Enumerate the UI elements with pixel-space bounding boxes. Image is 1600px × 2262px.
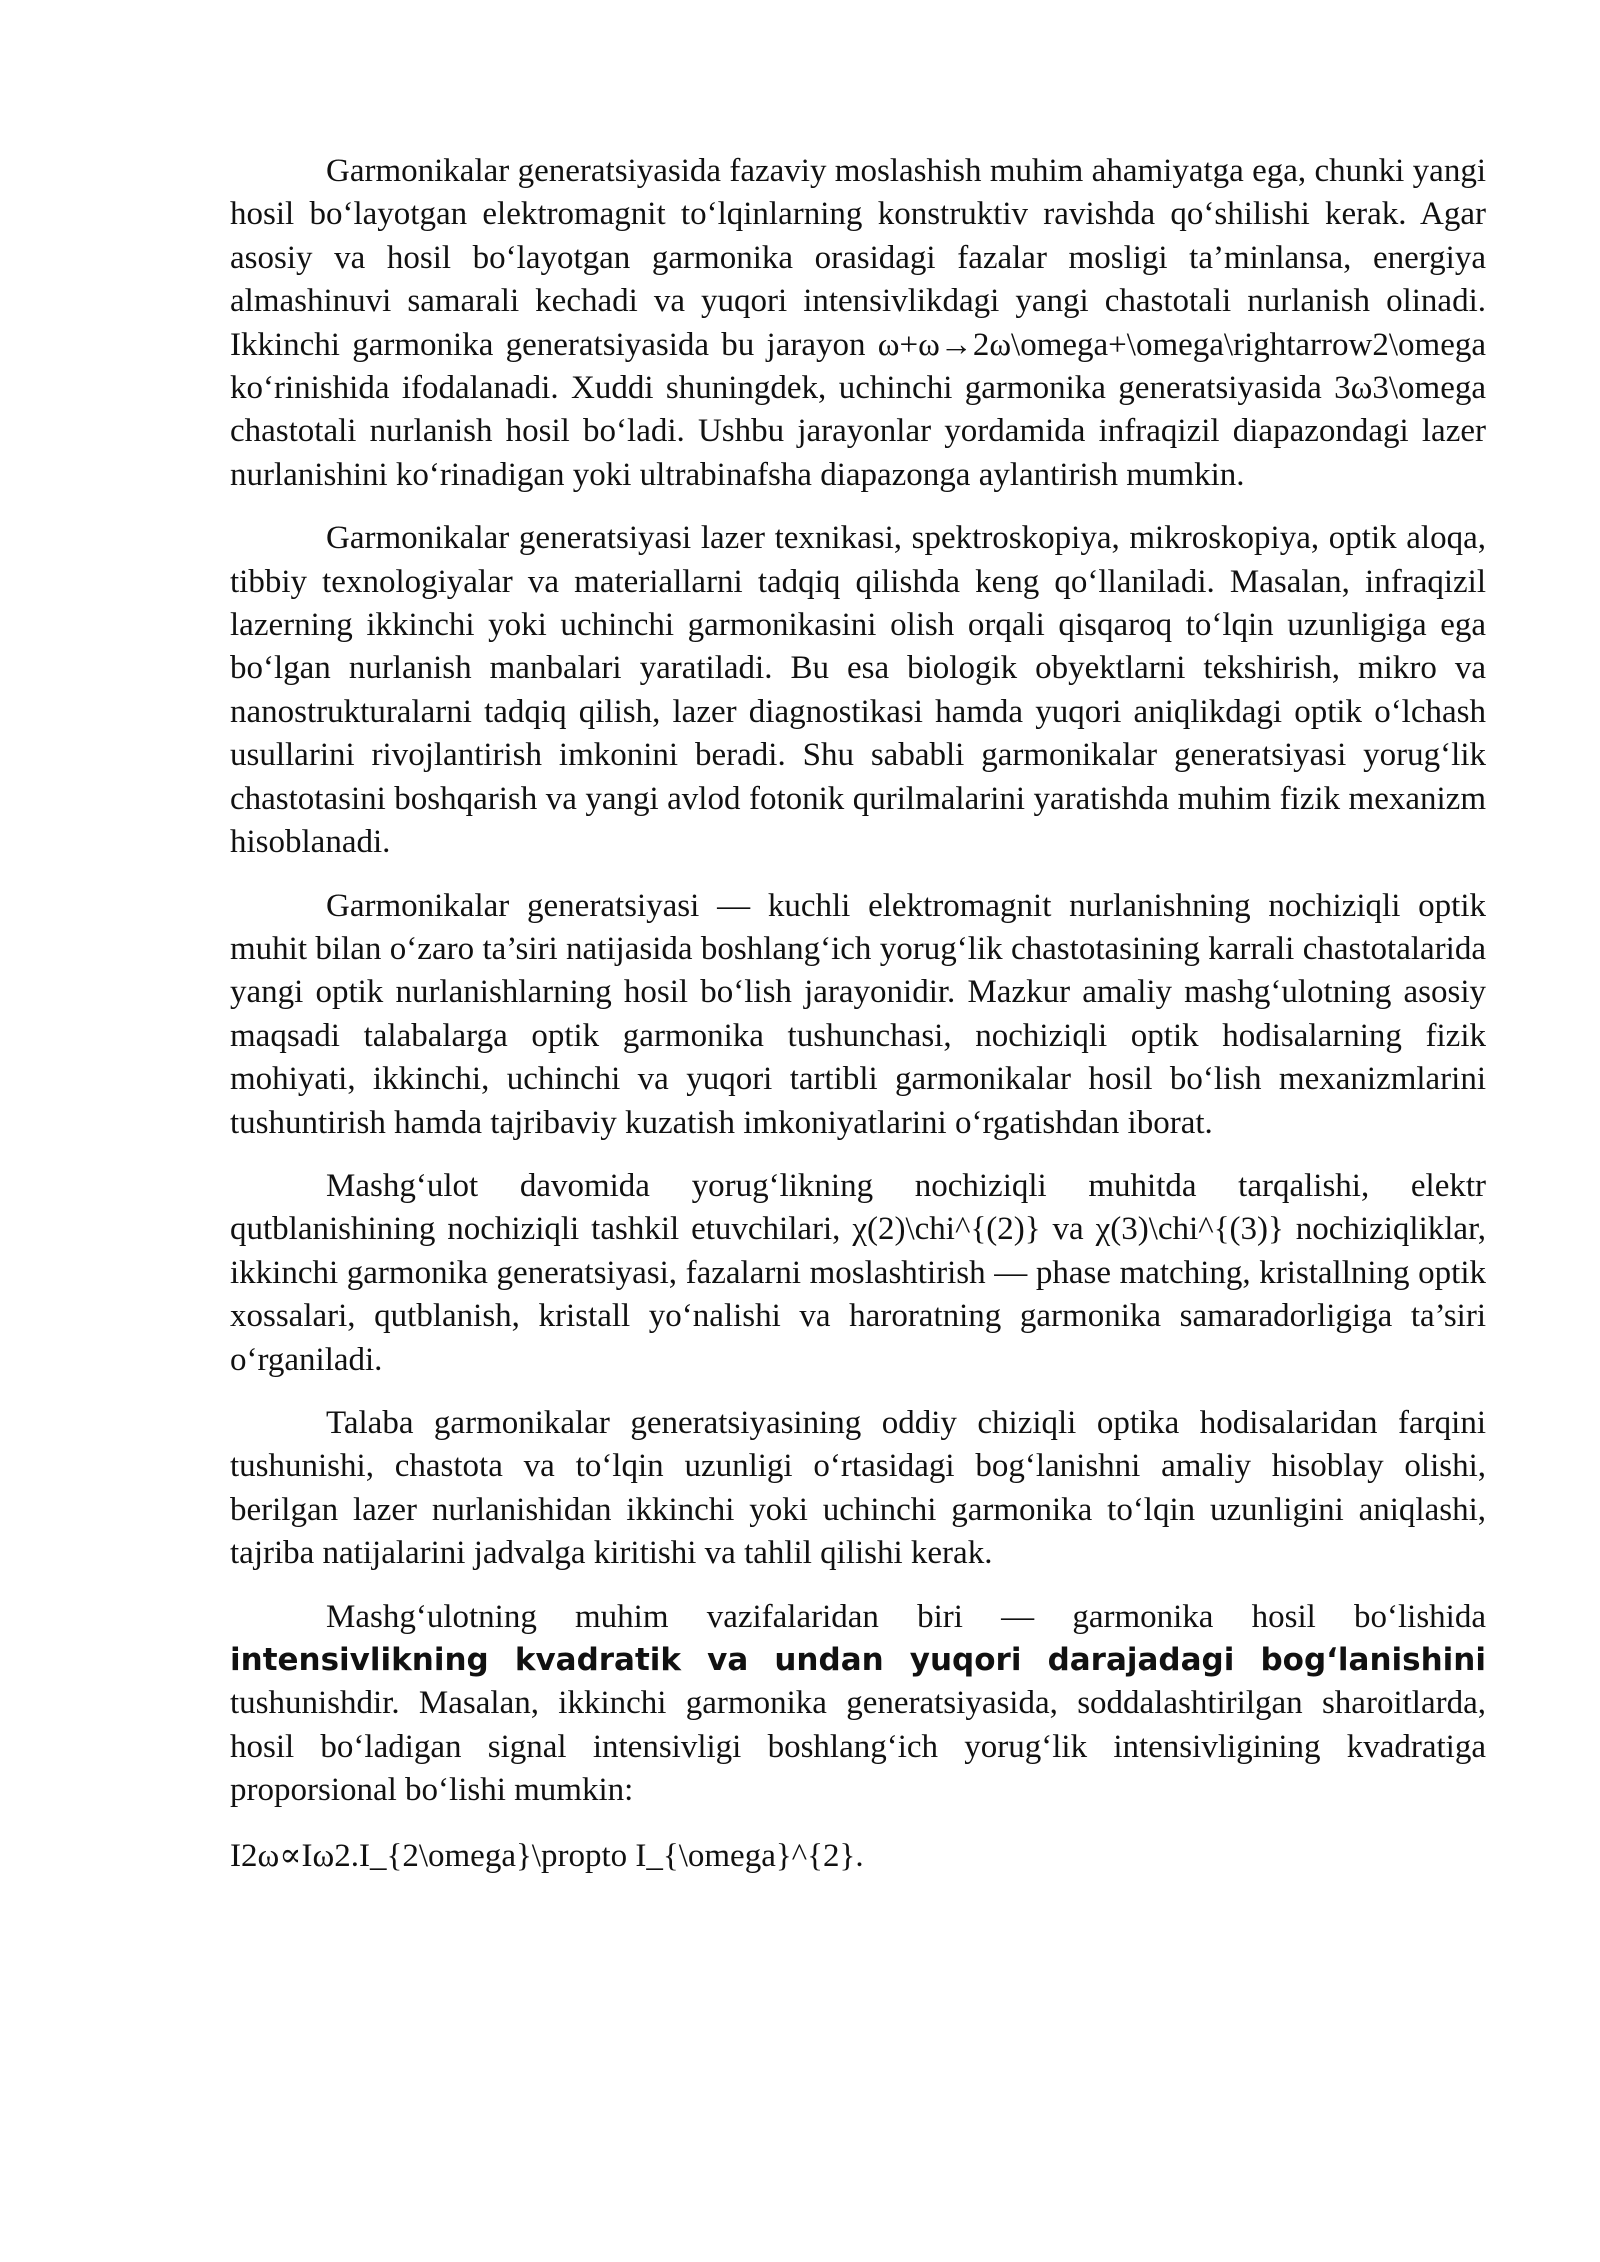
intensity-formula: I2ω∝Iω2.I_{2\omega}\propto I_{\omega}^{2}.: [230, 1837, 864, 1874]
paragraph-phase-matching: Garmonikalar generatsiyasida fazaviy moslashish muhim ahamiyatga ega, chunki yangi hosil bo‘layotgan elektromagnit to‘lqinlarning konstruktiv ravishda qo‘shilishi kerak. Agar asosiy va hosil bo‘layotgan garmonika orasidagi fazalar mosligi ta’minlansa, energiya almashinuvi samarali kechadi va yuqori intensivlikdagi yangi chastotali nurlanish olinadi. Ikkinchi garmonika generatsiyasida bu jarayon ω+ω→2ω\omega+\omega\rightarrow2\omega ko‘rinishida ifodalanadi. Xuddi shuningdek, uchinchi garmonika generatsiyasida 3ω3\omega chastotali nurlanish hosil bo‘ladi. Ushbu jarayonlar yordamida infraqizil diapazondagi lazer nurlanishini ko‘rinadigan yoki ultrabinafsha diapazonga aylantirish mumkin.: [230, 153, 1486, 493]
bold-emphasis-text: intensivlikning kvadratik va undan yuqori darajadagi bog‘lanishini: [230, 1642, 1486, 1678]
paragraph-topics: Mashg‘ulot davomida yorug‘likning nochiziqli muhitda tarqalishi, elektr qutblanishining nochiziqli tashkil etuvchilari, χ(2)\chi^{(2)} va χ(3)\chi^{(3)} nochiziqliklar, ikkinchi garmonika generatsiyasi, fazalarni moslashtirish — phase matching, kristallning optik xossalari, qutblanish, kristall yo‘nalishi va haroratning garmonika samaradorligiga ta’siri o‘rganiladi.: [230, 1167, 1486, 1378]
document-page: [230, 150, 1486, 1878]
paragraph-intro-text: Mashg‘ulotning muhim vazifalaridan biri — garmonika hosil bo‘lishida: [326, 1598, 1486, 1635]
paragraph-definition: Garmonikalar generatsiyasi — kuchli elektromagnit nurlanishning nochiziqli optik muhit bilan o‘zaro ta’siri natijasida boshlang‘ich yorug‘lik chastotasining karrali chastotalarida yangi optik nurlanishlarning hosil bo‘lish jarayonidir. Mazkur amaliy mashg‘ulotning asosiy maqsadi talabalarga optik garmonika tushunchasi, nochiziqli optik hodisalarning fizik mohiyati, ikkinchi, uchinchi va yuqori tartibli garmonikalar hosil bo‘lish mexanizmlarini tushuntirish hamda tajribaviy kuzatish imkoniyatlarini o‘rgatishdan iborat.: [230, 887, 1486, 1141]
paragraph-intensity-dependence: [230, 1596, 1486, 1813]
paragraph-applications: Garmonikalar generatsiyasi lazer texnikasi, spektroskopiya, mikroskopiya, optik aloqa, tibbiy texnologiyalar va materiallarni tadqiq qilishda keng qo‘llaniladi. Masalan, infraqizil lazerning ikkinchi yoki uchinchi garmonikasini olish orqali qisqaroq to‘lqin uzunligiga ega bo‘lgan nurlanish manbalari yaratiladi. Bu esa biologik obyektlarni tekshirish, mikro va nanostrukturalarni tadqiq qilish, lazer diagnostikasi hamda yuqori aniqlikdagi optik o‘lchash usullarini rivojlantirish imkonini beradi. Shu sababli garmonikalar generatsiyasi yorug‘lik chastotasini boshqarish va yangi avlod fotonik qurilmalarini yaratishda muhim fizik mexanizm hisoblanadi.: [230, 520, 1486, 861]
paragraph-student-goals: Talaba garmonikalar generatsiyasining oddiy chiziqli optika hodisalaridan farqini tushunishi, chastota va to‘lqin uzunligi o‘rtasidagi bog‘lanishni amaliy hisoblay olishi, berilgan lazer nurlanishidan ikkinchi yoki uchinchi garmonika to‘lqin uzunligini aniqlashi, tajriba natijalarini jadvalga kiritishi va tahlil qilishi kerak.: [230, 1404, 1486, 1572]
paragraph-rest-text: tushunishdir. Masalan, ikkinchi garmonika generatsiyasida, soddalashtirilgan sharoitlarda, hosil bo‘ladigan signal intensivligi boshlang‘ich yorug‘lik intensivligining kvadratiga proporsional bo‘lishi mumkin:: [230, 1685, 1486, 1809]
